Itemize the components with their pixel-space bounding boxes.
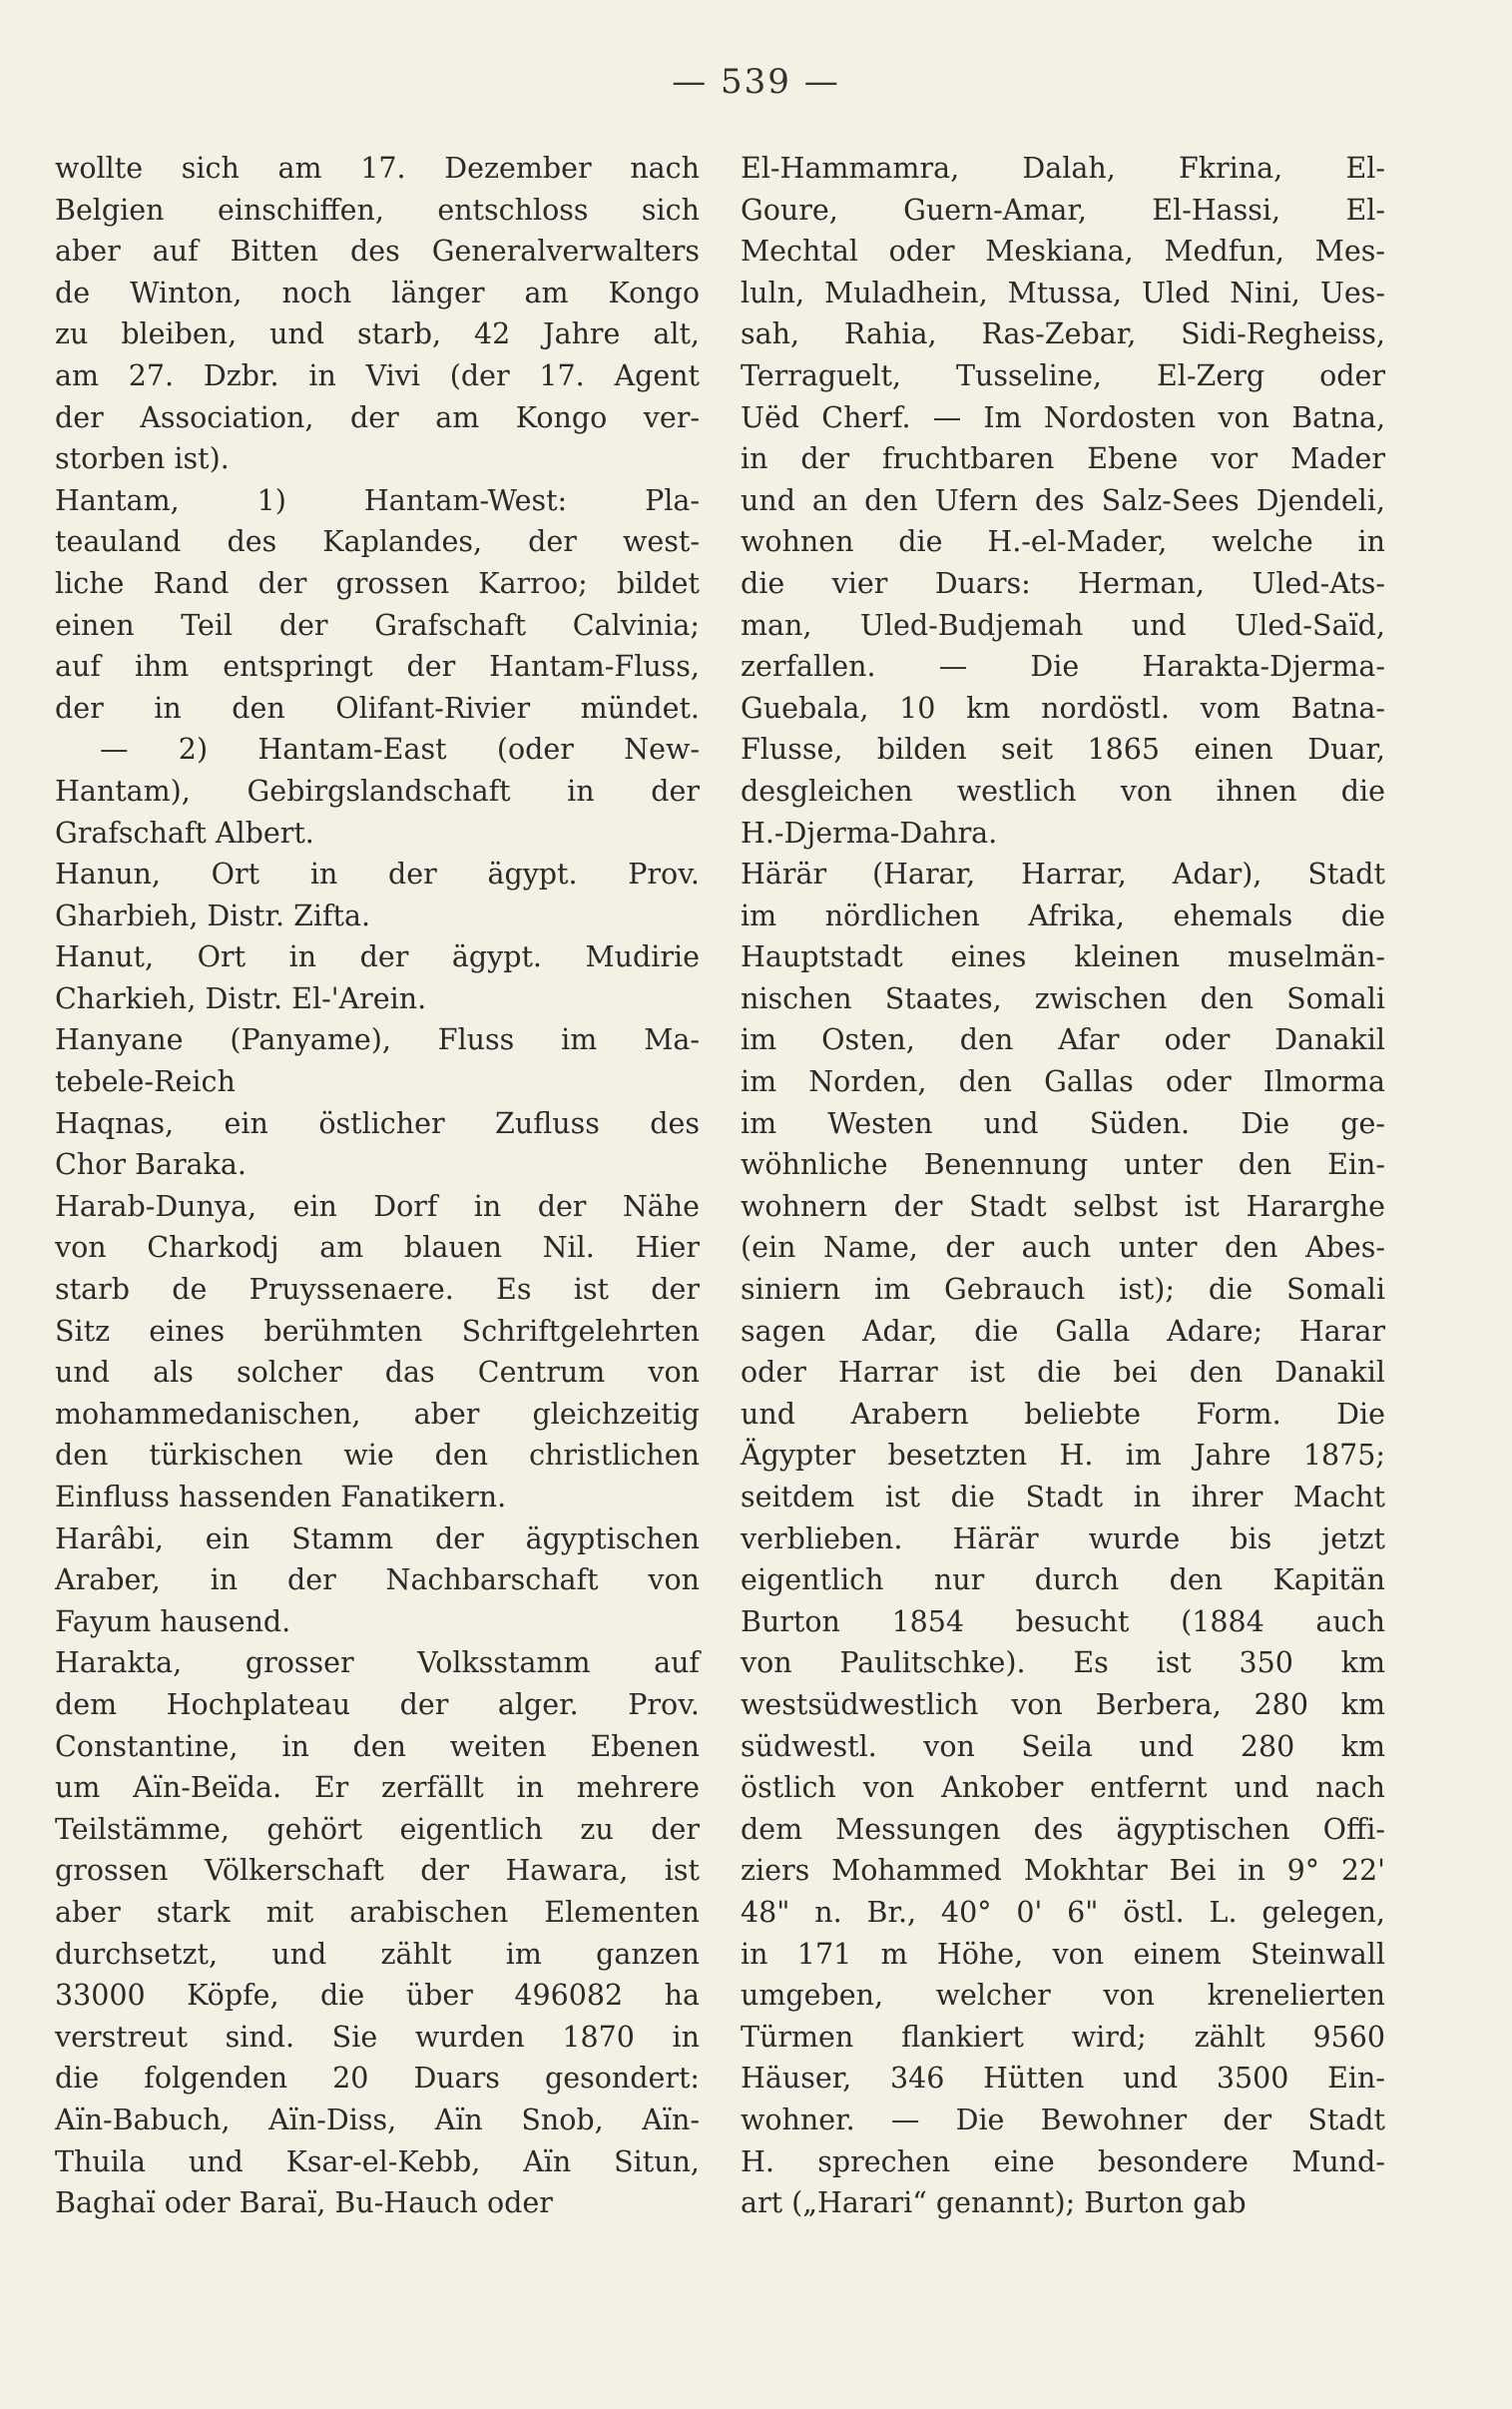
text-line: auf ihm entspringt der Hantam-Fluss, <box>55 650 700 684</box>
left-text-column <box>55 148 700 2224</box>
text-line: Hanut, Ort in der ägypt. Mudirie <box>55 940 700 974</box>
text-line: in 171 m Höhe, von einem Steinwall <box>741 1937 1385 1971</box>
text-line: zu bleiben, und starb, 42 Jahre alt, <box>55 317 700 351</box>
text-line: Harakta, grosser Volksstamm auf <box>55 1646 700 1680</box>
text-line: luln, Muladhein, Mtussa, Uled Nini, Ues- <box>741 276 1385 309</box>
text-line: art („Harari“ genannt); Burton gab <box>741 2186 1247 2220</box>
text-line: wohnern der Stadt selbst ist Hararghe <box>741 1189 1385 1223</box>
text-line: von Paulitschke). Es ist 350 km <box>741 1646 1385 1680</box>
text-line: de Winton, noch länger am Kongo <box>55 276 700 309</box>
text-line: verstreut sind. Sie wurden 1870 in <box>55 2020 700 2054</box>
text-line: Guebala, 10 km nordöstl. vom Batna- <box>741 691 1385 725</box>
text-line: Baghaï oder Baraï, Bu-Hauch oder <box>55 2186 553 2220</box>
text-line: sah, Rahia, Ras-Zebar, Sidi-Regheiss, <box>741 317 1385 351</box>
text-line: zerfallen. — Die Harakta-Djerma- <box>741 650 1385 684</box>
text-line: starb de Pruyssenaere. Es ist der <box>55 1273 700 1307</box>
text-line: Sitz eines berühmten Schriftgelehrten <box>55 1314 700 1348</box>
text-line: (ein Name, der auch unter den Abes- <box>741 1231 1385 1265</box>
text-line: von Charkodj am blauen Nil. Hier <box>55 1231 700 1265</box>
text-line: Aïn-Babuch, Aïn-Diss, Aïn Snob, Aïn- <box>55 2103 700 2136</box>
text-line: am 27. Dzbr. in Vivi (der 17. Agent <box>55 358 700 392</box>
text-line: sagen Adar, die Galla Adare; Harar <box>741 1314 1385 1348</box>
text-line: den türkischen wie den christlichen <box>55 1439 700 1473</box>
text-line: und als solcher das Centrum von <box>55 1356 700 1390</box>
text-line: liche Rand der grossen Karroo; bildet <box>55 566 700 600</box>
text-line: die folgenden 20 Duars gesondert: <box>55 2062 700 2096</box>
text-line: Gharbieh, Distr. Zifta. <box>55 899 371 932</box>
text-line: 33000 Köpfe, die über 496082 ha <box>55 1979 700 2013</box>
text-line: Thuila und Ksar-el-Kebb, Aïn Situn, <box>55 2144 700 2178</box>
text-line: Grafschaft Albert. <box>55 816 314 850</box>
text-line: Einfluss hassenden Fanatikern. <box>55 1481 507 1513</box>
text-line: Mechtal oder Meskiana, Medfun, Mes- <box>741 235 1385 269</box>
text-line: Hanyane (Panyame), Fluss im Ma- <box>55 1023 700 1057</box>
text-line: Fayum hausend. <box>55 1604 291 1638</box>
text-line: wöhnliche Benennung unter den Ein- <box>741 1148 1385 1182</box>
text-line: Constantine, in den weiten Ebenen <box>55 1729 700 1763</box>
text-line: nischen Staates, zwischen den Somali <box>741 981 1385 1015</box>
text-line: Hantam, 1) Hantam-West: Pla- <box>55 483 700 517</box>
text-line: H.-Djerma-Dahra. <box>741 816 998 850</box>
text-line: dem Messungen des ägyptischen Offi- <box>741 1812 1385 1846</box>
text-line: oder Harrar ist die bei den Danakil <box>741 1356 1385 1390</box>
text-line: Flusse, bilden seit 1865 einen Duar, <box>741 733 1385 767</box>
right-text-column <box>741 148 1385 2224</box>
text-line: Hanun, Ort in der ägypt. Prov. <box>55 858 700 892</box>
text-line: teauland des Kaplandes, der west- <box>55 525 700 559</box>
text-line: Belgien einschiffen, entschloss sich <box>55 193 700 227</box>
text-line: mohammedanischen, aber gleichzeitig <box>55 1397 700 1431</box>
text-line: wollte sich am 17. Dezember nach <box>55 152 700 185</box>
text-line: Charkieh, Distr. El-'Arein. <box>55 981 427 1015</box>
text-line: in der fruchtbaren Ebene vor Mader <box>741 442 1385 476</box>
text-line: Harab-Dunya, ein Dorf in der Nähe <box>55 1189 700 1223</box>
text-line: der Association, der am Kongo ver- <box>55 400 700 434</box>
text-line: Burton 1854 besucht (1884 auch <box>741 1604 1385 1638</box>
text-line: Terraguelt, Tusseline, El-Zerg oder <box>741 358 1385 392</box>
text-line: Ägypter besetzten H. im Jahre 1875; <box>741 1439 1385 1473</box>
text-line: der in den Olifant-Rivier mündet. <box>55 691 700 725</box>
text-line: durchsetzt, und zählt im ganzen <box>55 1937 700 1971</box>
text-line: 48" n. Br., 40° 0' 6" östl. L. gelegen, <box>741 1895 1385 1929</box>
text-line: Türmen flankiert wird; zählt 9560 <box>741 2020 1385 2054</box>
text-line: wohner. — Die Bewohner der Stadt <box>741 2103 1385 2136</box>
text-line: Uëd Cherf. — Im Nordosten von Batna, <box>741 400 1385 434</box>
text-line: um Aïn-Beïda. Er zerfällt in mehrere <box>55 1771 700 1805</box>
text-line: siniern im Gebrauch ist); die Somali <box>741 1273 1385 1307</box>
text-line: verblieben. Härär wurde bis jetzt <box>741 1521 1385 1555</box>
page-number: — 539 — <box>672 62 840 102</box>
text-line: östlich von Ankober entfernt und nach <box>741 1771 1385 1805</box>
text-line: Hantam), Gebirgslandschaft in der <box>55 774 700 808</box>
text-line: H. sprechen eine besondere Mund- <box>741 2144 1385 2178</box>
text-line: Härär (Harar, Harrar, Adar), Stadt <box>741 858 1385 892</box>
text-line: man, Uled-Budjemah und Uled-Saïd, <box>741 608 1385 642</box>
text-line: Araber, in der Nachbarschaft von <box>55 1563 700 1597</box>
text-line: im nördlichen Afrika, ehemals die <box>741 899 1385 932</box>
text-line: aber stark mit arabischen Elementen <box>55 1895 700 1929</box>
text-line: El-Hammamra, Dalah, Fkrina, El- <box>741 152 1385 185</box>
text-line: westsüdwestlich von Berbera, 280 km <box>741 1687 1385 1721</box>
text-line: — 2) Hantam-East (oder New- <box>100 733 700 767</box>
text-line: ziers Mohammed Mokhtar Bei in 9° 22' <box>741 1854 1385 1888</box>
text-line: einen Teil der Grafschaft Calvinia; <box>55 608 700 642</box>
text-line: Goure, Guern-Amar, El-Hassi, El- <box>741 193 1385 227</box>
text-line: Haqnas, ein östlicher Zufluss des <box>55 1106 700 1140</box>
text-line: im Osten, den Afar oder Danakil <box>741 1023 1385 1057</box>
text-line: wohnen die H.-el-Mader, welche in <box>741 525 1385 559</box>
text-line: Hauptstadt eines kleinen muselmän- <box>741 940 1385 974</box>
text-line: Teilstämme, gehört eigentlich zu der <box>55 1812 700 1846</box>
text-line: tebele-Reich <box>55 1065 236 1099</box>
text-line: umgeben, welcher von krenelierten <box>741 1979 1385 2013</box>
text-line: desgleichen westlich von ihnen die <box>741 774 1385 808</box>
text-line: Häuser, 346 Hütten und 3500 Ein- <box>741 2062 1385 2096</box>
text-line: seitdem ist die Stadt in ihrer Macht <box>741 1481 1385 1513</box>
text-line: grossen Völkerschaft der Hawara, ist <box>55 1854 700 1888</box>
text-line: Harâbi, ein Stamm der ägyptischen <box>55 1521 700 1555</box>
text-line: und Arabern beliebte Form. Die <box>741 1397 1385 1431</box>
text-line: aber auf Bitten des Generalverwalters <box>55 235 700 269</box>
text-line: eigentlich nur durch den Kapitän <box>741 1563 1385 1597</box>
text-line: und an den Ufern des Salz-Sees Djendeli, <box>741 483 1385 517</box>
text-line: im Westen und Süden. Die ge- <box>741 1106 1385 1140</box>
text-line: dem Hochplateau der alger. Prov. <box>55 1687 700 1721</box>
text-line: die vier Duars: Herman, Uled-Ats- <box>741 566 1385 600</box>
text-line: Chor Baraka. <box>55 1148 247 1182</box>
text-line: storben ist). <box>55 442 230 476</box>
text-line: südwestl. von Seila und 280 km <box>741 1729 1385 1763</box>
text-line: im Norden, den Gallas oder Ilmorma <box>741 1065 1385 1099</box>
